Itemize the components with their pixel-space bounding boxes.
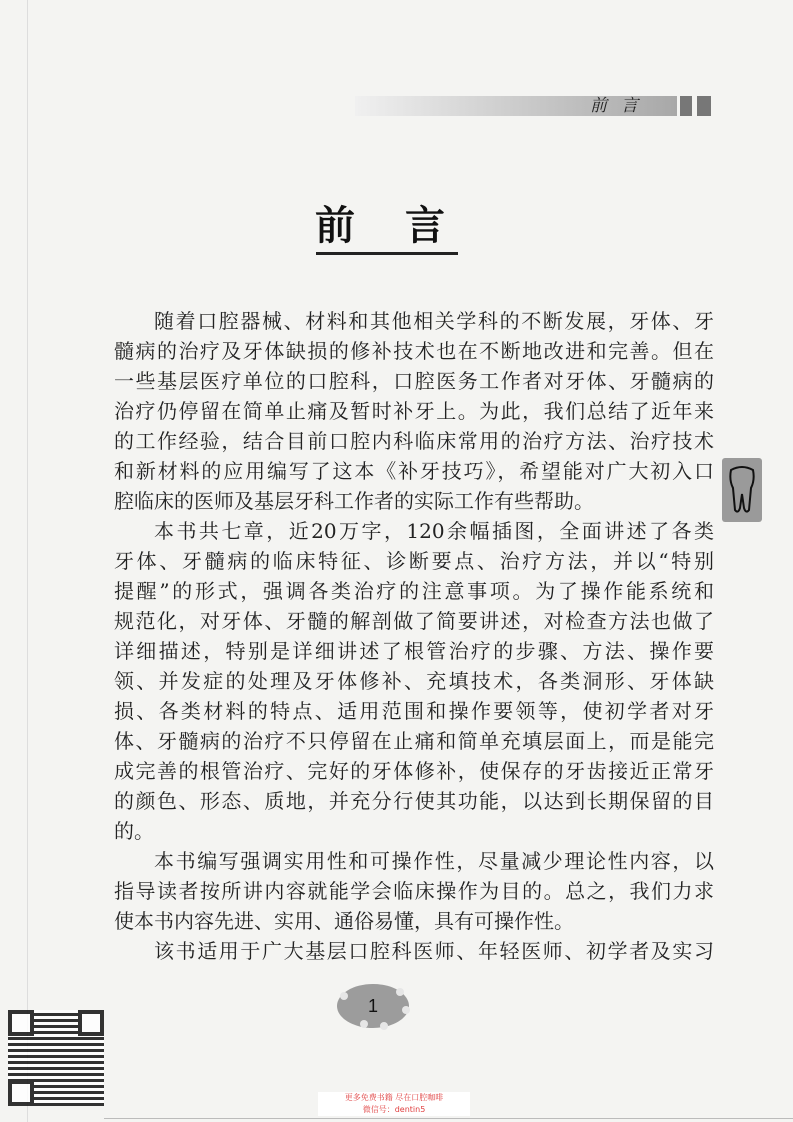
watermark-line: 更多免费书籍 尽在口腔咖啡	[344, 1093, 444, 1102]
decor-dot	[402, 1006, 410, 1014]
page-number-text: 1	[367, 996, 378, 1016]
body-text	[114, 306, 714, 966]
chapter-thumb-tab	[722, 458, 762, 522]
text-line: 的颜色、形态、质地，并充分行使其功能，以达到长期保留的目	[114, 789, 714, 813]
header-block	[697, 96, 711, 116]
decor-dot	[340, 992, 348, 1000]
text-line: 本书共七章，近20万字，120余幅插图，全面讲述了各类	[154, 519, 714, 543]
text-line: 腔临床的医师及基层牙科工作者的实际工作有些帮助。	[114, 489, 594, 513]
decor-dot	[360, 1020, 368, 1028]
header-block	[680, 96, 692, 116]
decor-dot	[380, 1022, 388, 1030]
page-bottom-line	[104, 1118, 793, 1119]
text-line: 领、并发症的处理及牙体修补、充填技术，各类洞形、牙体缺	[114, 669, 714, 693]
text-line: 本书编写强调实用性和可操作性，尽量减少理论性内容，以	[154, 849, 714, 873]
text-line: 成完善的根管治疗、完好的牙体修补，使保存的牙齿接近正常牙	[114, 759, 714, 783]
text-line: 的。	[114, 819, 154, 843]
text-line: 一些基层医疗单位的口腔科，口腔医务工作者对牙体、牙髓病的	[114, 369, 714, 393]
text-line: 髓病的治疗及牙体缺损的修补技术也在不断地改进和完善。但在	[114, 339, 714, 363]
text-line: 的工作经验，结合目前口腔内科临床常用的治疗方法、治疗技术	[114, 429, 714, 453]
text-line: 规范化，对牙体、牙髓的解剖做了简要讲述，对检查方法也做了	[114, 609, 714, 633]
decor-dot	[396, 988, 404, 996]
running-header: 前言	[590, 96, 652, 116]
text-line: 损、各类材料的特点、适用范围和操作要领等，使初学者对牙	[114, 699, 714, 723]
watermark-line: 微信号：dentin5	[362, 1105, 426, 1114]
tooth-icon	[727, 464, 757, 516]
text-line: 指导读者按所讲内容就能学会临床操作为目的。总之，我们力求	[114, 879, 714, 903]
text-line: 和新材料的应用编写了这本《补牙技巧》，希望能对广大初入口	[114, 459, 714, 483]
watermark	[318, 1092, 470, 1116]
text-line: 随着口腔器械、材料和其他相关学科的不断发展，牙体、牙	[154, 309, 714, 333]
text-line: 牙体、牙髓病的临床特征、诊断要点、治疗方法，并以“特别	[114, 549, 714, 573]
qr-code[interactable]	[8, 1010, 104, 1106]
text-line: 详细描述，特别是详细讲述了根管治疗的步骤、方法、操作要	[114, 639, 714, 663]
scan-edge	[27, 0, 28, 1122]
title-underline	[316, 252, 458, 255]
page-title: 前言	[315, 203, 495, 249]
text-line: 体、牙髓病的治疗不只停留在止痛和简单充填层面上，而是能完	[114, 729, 714, 753]
text-line: 使本书内容先进、实用、通俗易懂，具有可操作性。	[114, 909, 574, 933]
text-line: 提醒”的形式，强调各类治疗的注意事项。为了操作能系统和	[114, 579, 714, 603]
text-line: 该书适用于广大基层口腔科医师、年轻医师、初学者及实习	[154, 939, 714, 963]
text-line: 治疗仍停留在简单止痛及暂时补牙上。为此，我们总结了近年来	[114, 399, 714, 423]
